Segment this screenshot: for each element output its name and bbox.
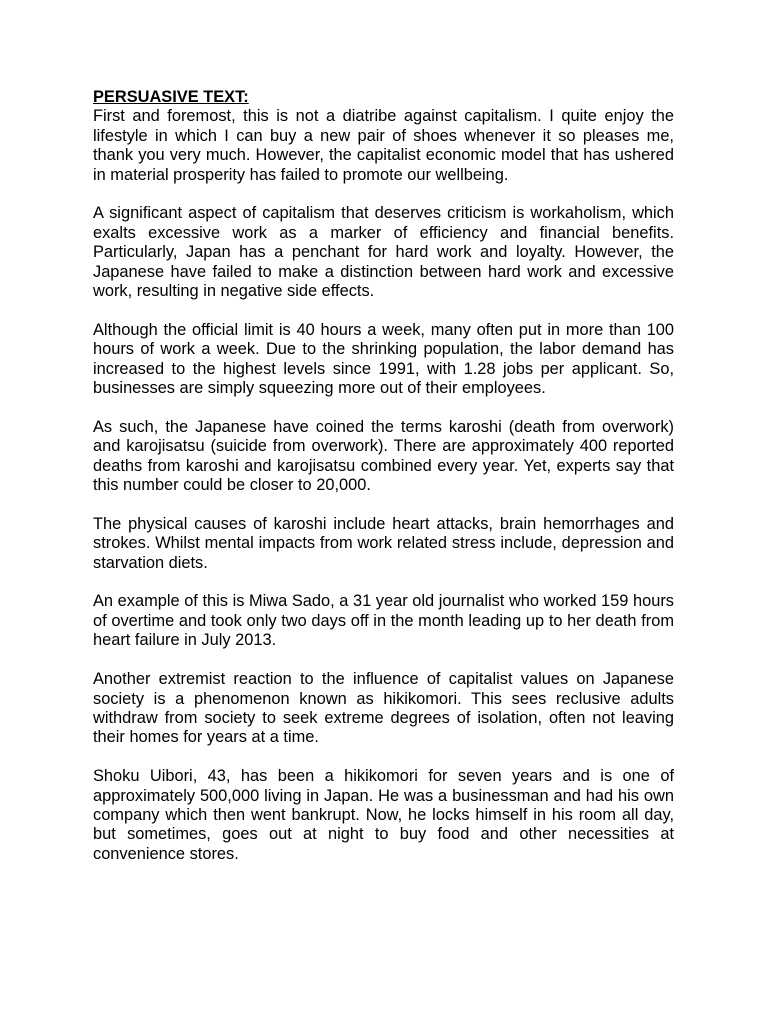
document-heading: PERSUASIVE TEXT: <box>93 88 249 106</box>
paragraph-working-hours: Although the official limit is 40 hours a week, many often put in more than 100 hours of work a week. Due to the shrinking population, the labor demand has increased to the highest levels since 1991, with 1.28 jobs per applicant. So, businesses are simply squeezing more out of their employees. <box>93 320 674 398</box>
paragraph-physical-causes: The physical causes of karoshi include heart attacks, brain hemorrhages and strokes. Whilst mental impacts from work related stress include, depression and starvation diets. <box>93 514 674 572</box>
paragraph-hikikomori: Another extremist reaction to the influence of capitalist values on Japanese society is a phenomenon known as hikikomori. This sees reclusive adults withdraw from society to seek extreme degrees of isolation, often not leaving their homes for years at a time. <box>93 670 674 747</box>
paragraph-karoshi: As such, the Japanese have coined the terms karoshi (death from overwork) and karojisatsu (suicide from overwork). There are approximately 400 reported deaths from karoshi and karojisatsu combined every year. Yet, experts say that this number could be closer to 20,000. <box>93 417 674 495</box>
paragraph-example: An example of this is Miwa Sado, a 31 year old journalist who worked 159 hours of overtime and took only two days off in the month leading up to her death from heart failure in July 2013. <box>93 592 674 650</box>
paragraph-intro: First and foremost, this is not a diatribe against capitalism. I quite enjoy the lifestyle in which I can buy a new pair of shoes whenever it so pleases me, thank you very much. However, the capitalist economic model that has ushered in material prosperity has failed to promote our wellbeing. <box>93 107 674 184</box>
paragraph-case-study: Shoku Uibori, 43, has been a hikikomori for seven years and is one of approximately 500,000 living in Japan. He was a businessman and had his own company which then went bankrupt. Now, he locks himself in his room all day, but sometimes, goes out at night to buy food and other necessities at convenience stores. <box>93 767 674 863</box>
paragraph-workaholism: A significant aspect of capitalism that deserves criticism is workaholism, which exalts excessive work as a marker of efficiency and financial benefits. Particularly, Japan has a penchant for hard work and loyalty. However, the Japanese have failed to make a distinction between hard work and excessive work, resulting in negative side effects. <box>93 204 674 301</box>
document-page <box>93 88 674 864</box>
